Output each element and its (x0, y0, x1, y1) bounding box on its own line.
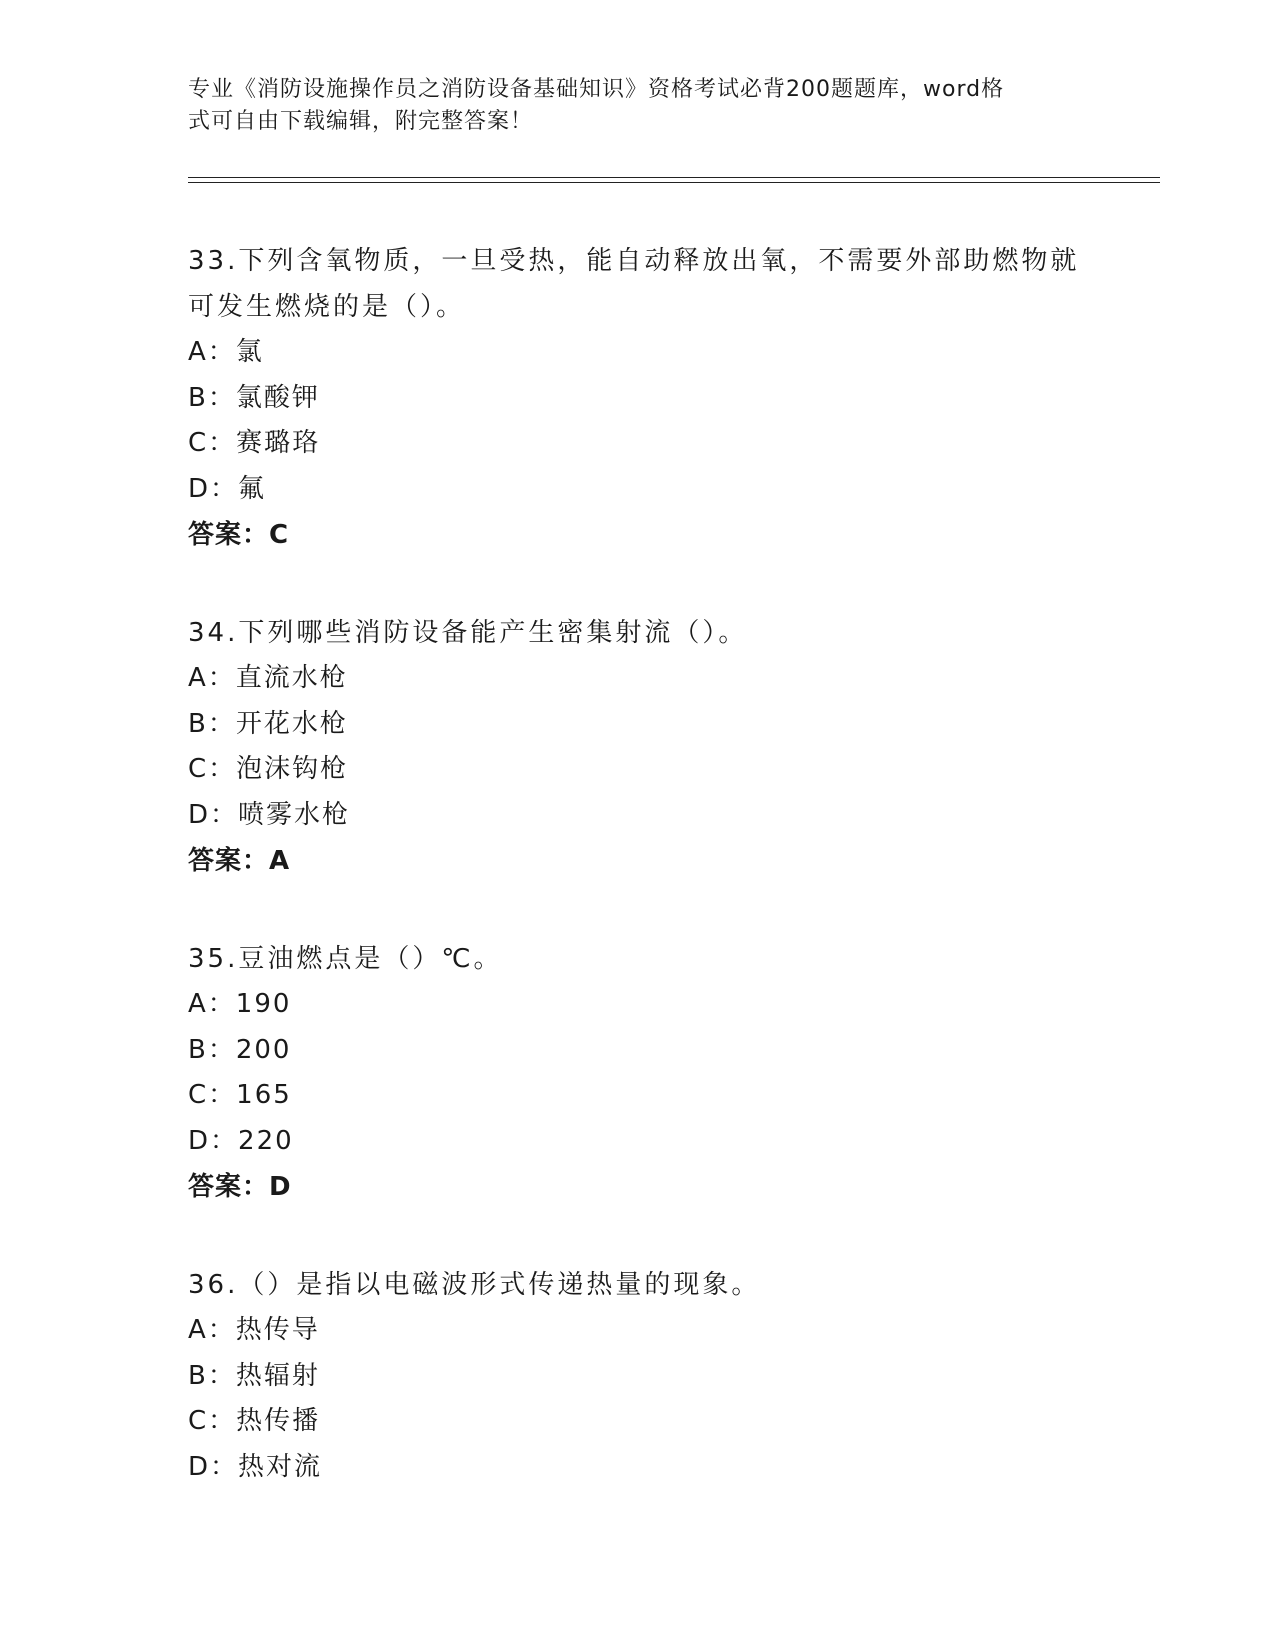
option-a: A：热传导 (188, 1315, 320, 1345)
option-a: A：190 (188, 989, 292, 1019)
option-d: D：氟 (188, 473, 267, 504)
answer-label: 答案：D (188, 1172, 292, 1202)
question-list (188, 238, 1088, 1542)
question-stem: 34.下列哪些消防设备能产生密集射流（）。 (188, 618, 748, 648)
question-35 (188, 936, 1088, 1210)
option-b: B：热辐射 (188, 1360, 320, 1391)
option-c: C：赛璐珞 (188, 428, 321, 458)
question-stem: 36.（）是指以电磁波形式传递热量的现象。 (188, 1270, 761, 1300)
question-stem: 33.下列含氧物质，一旦受热，能自动释放出氧，不需要外部助燃物就可发生燃烧的是（）。 (188, 246, 1080, 322)
header-line-2: 式可自由下载编辑，附完整答案！ (188, 109, 534, 134)
question-33 (188, 238, 1088, 558)
option-a: A：氯 (188, 337, 264, 367)
option-b: B：200 (188, 1034, 292, 1065)
option-c: C：泡沫钩枪 (188, 754, 349, 784)
document-header (188, 74, 1068, 138)
question-36 (188, 1262, 1088, 1490)
option-c: C：165 (188, 1080, 292, 1110)
option-b: B：氯酸钾 (188, 382, 320, 413)
answer-label: 答案：C (188, 520, 290, 550)
option-c: C：热传播 (188, 1406, 321, 1436)
question-stem: 35.豆油燃点是（）℃。 (188, 944, 503, 974)
header-line-1: 专业《消防设施操作员之消防设备基础知识》资格考试必背200题题库，word格 (188, 77, 1005, 102)
answer-label: 答案：A (188, 846, 291, 876)
question-34 (188, 610, 1088, 884)
header-divider-bottom (188, 182, 1160, 183)
option-d: D：220 (188, 1125, 294, 1156)
option-b: B：开花水枪 (188, 708, 348, 739)
option-d: D：热对流 (188, 1451, 323, 1482)
option-a: A：直流水枪 (188, 663, 348, 693)
header-divider-top (188, 177, 1160, 178)
option-d: D：喷雾水枪 (188, 799, 351, 830)
